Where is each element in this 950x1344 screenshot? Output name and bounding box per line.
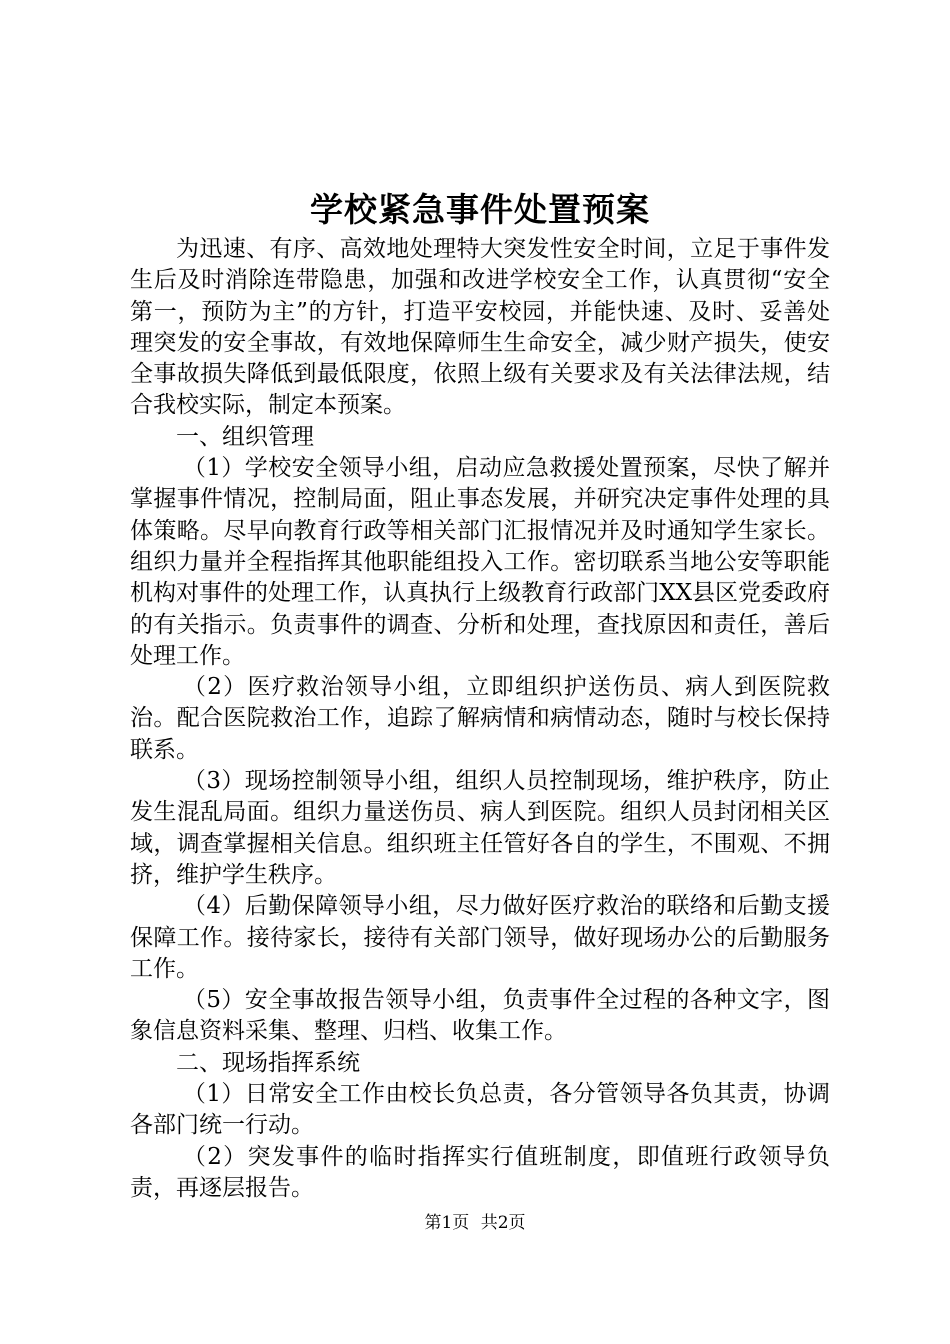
page-number: 第1页 [424,1213,470,1233]
page-total: 共2页 [480,1213,526,1233]
item-site-control-group: （3）现场控制领导小组，组织人员控制现场，维护秩序，防止发生混乱局面。组织力量送伤员、病人到医院。组织人员封闭相关区域，调查掌握相关信息。组织班主任管好各自的学生，不围观、不拥挤，维护学生秩序。 [130,768,830,888]
item-daily-safety-work: （1）日常安全工作由校长负总责，各分管领导各负其责，协调各部门统一行动。 [130,1081,830,1139]
item-emergency-command: （2）突发事件的临时指挥实行值班制度，即值班行政领导负责，再逐层报告。 [130,1143,830,1201]
section-heading-organization: 一、组织管理 [176,423,314,450]
document-page [130,188,830,1204]
intro-paragraph: 为迅速、有序、高效地处理特大突发性安全时间，立足于事件发生后及时消除连带隐患，加强和改进学校安全工作，认真贯彻“安全第一，预防为主”的方针，打造平安校园，并能快速、及时、妥善处理突发的安全事故，有效地保障师生生命安全，减少财产损失，使安全事故损失降低到最低限度，依照上级有关要求及有关法律法规，结合我校实际，制定本预案。 [130,236,830,419]
item-medical-treatment-group: （2）医疗救治领导小组，立即组织护送伤员、病人到医院救治。配合医院救治工作，追踪了解病情和病情动态，随时与校长保持联系。 [130,674,830,763]
item-safety-leadership-group: （1）学校安全领导小组，启动应急救援处置预案，尽快了解并掌握事件情况，控制局面，阻止事态发展，并研究决定事件处理的具体策略。尽早向教育行政等相关部门汇报情况并及时通知学生家长。组织力量并全程指挥其他职能组投入工作。密切联系当地公安等职能机构对事件的处理工作，认真执行上级教育行政部门XX县区党委政府的有关指示。负责事件的调查、分析和处理，查找原因和责任，善后处理工作。 [130,455,830,669]
page-footer [0,1212,950,1234]
item-accident-report-group: （5）安全事故报告领导小组，负责事件全过程的各种文字，图象信息资料采集、整理、归档、收集工作。 [130,987,830,1045]
document-title: 学校紧急事件处置预案 [310,190,650,229]
section-heading-command-system: 二、现场指挥系统 [176,1049,360,1076]
item-logistics-group: （4）后勤保障领导小组，尽力做好医疗救治的联络和后勤支援保障工作。接待家长，接待有关部门领导，做好现场办公的后勤服务工作。 [130,893,830,982]
